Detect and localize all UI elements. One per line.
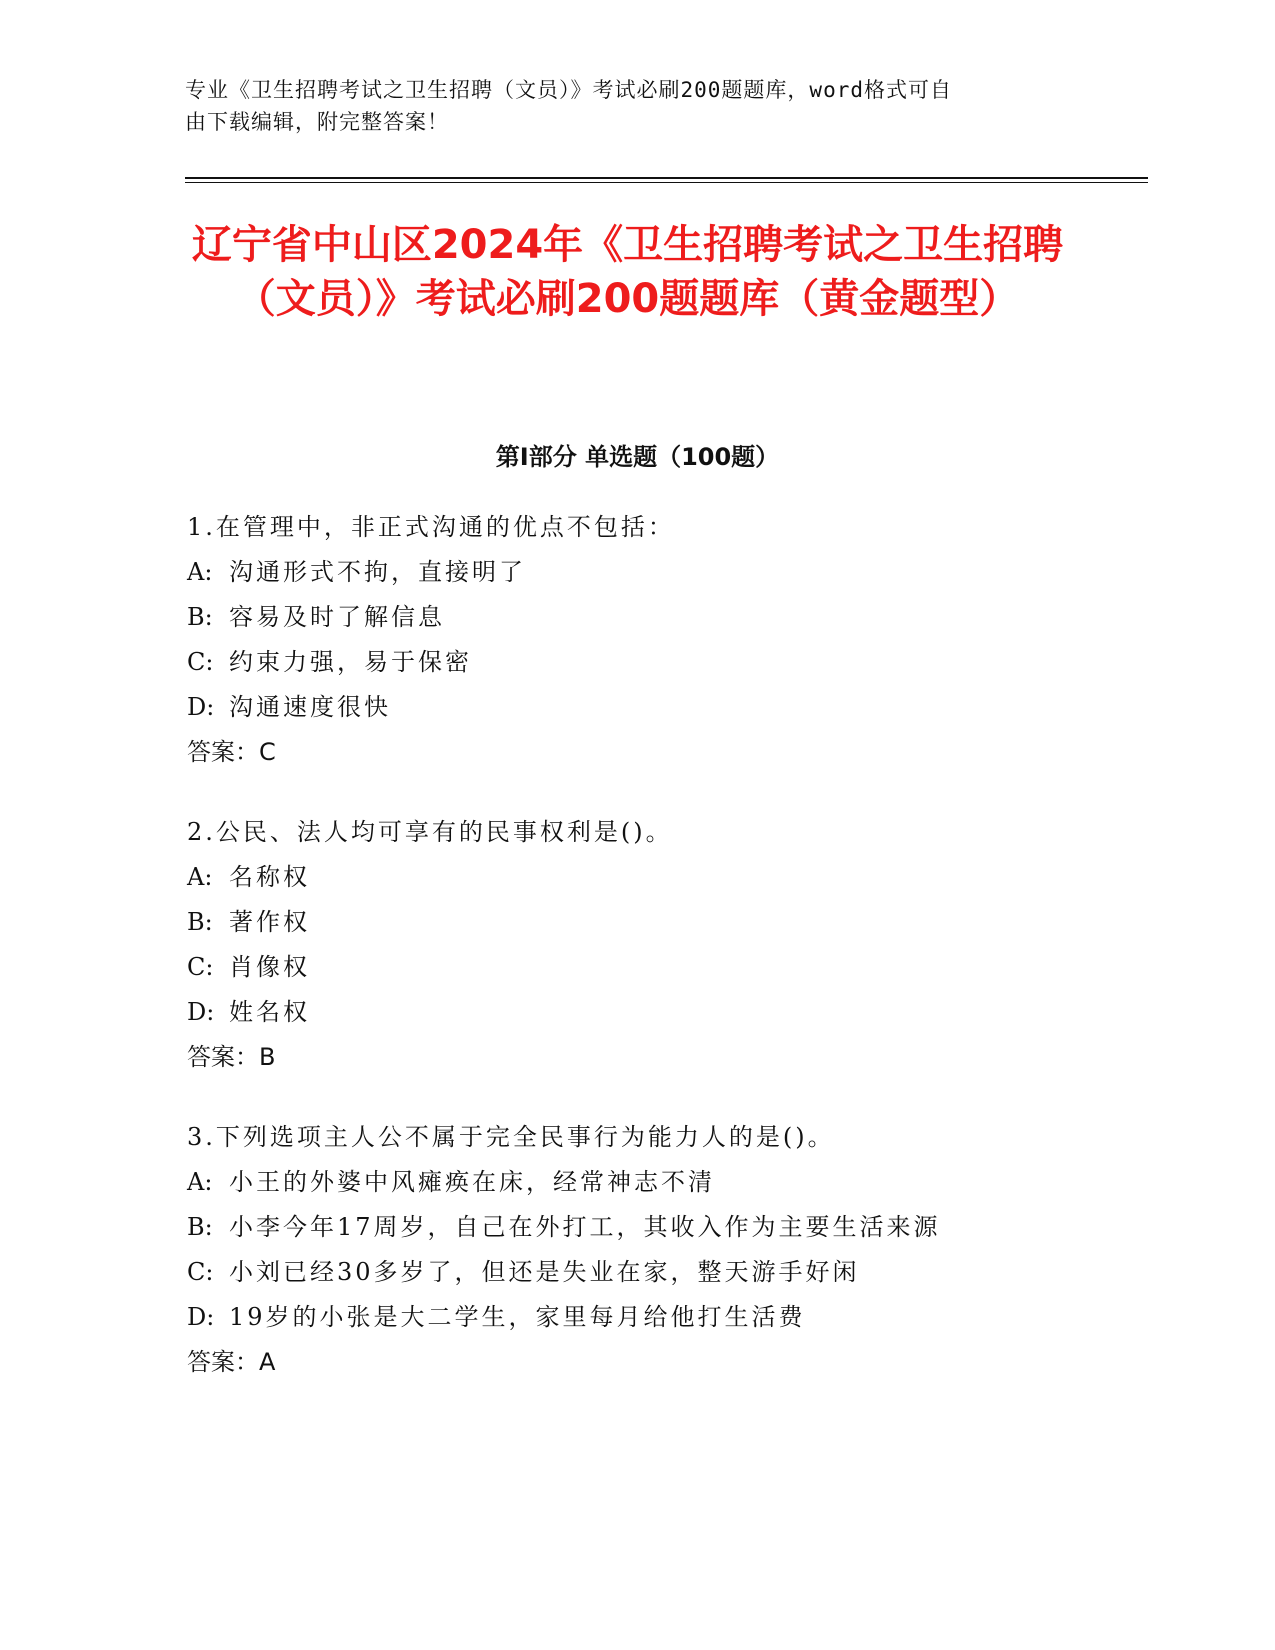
question-stem: 3.下列选项主人公不属于完全民事行为能力人的是()。	[187, 1123, 835, 1151]
header-divider-thick	[185, 177, 1148, 179]
option-letter: A:	[187, 558, 213, 586]
option-letter: B:	[187, 908, 213, 936]
option-b	[187, 1205, 1087, 1250]
option-text: 姓名权	[229, 998, 310, 1026]
option-text: 约束力强，易于保密	[229, 648, 472, 676]
option-c	[187, 945, 1087, 990]
option-letter: B:	[187, 1213, 213, 1241]
option-text: 小刘已经30多岁了，但还是失业在家，整天游手好闲	[229, 1258, 860, 1286]
answer-line: 答案：A	[187, 1348, 276, 1376]
option-text: 小李今年17周岁，自己在外打工，其收入作为主要生活来源	[229, 1213, 941, 1241]
option-text: 沟通速度很快	[229, 693, 391, 721]
option-a	[187, 855, 1087, 900]
option-d	[187, 1295, 1087, 1340]
option-text: 沟通形式不拘，直接明了	[229, 558, 526, 586]
option-letter: D:	[187, 998, 215, 1026]
option-d	[187, 685, 1087, 730]
option-a	[187, 550, 1087, 595]
header-divider-thin	[185, 182, 1148, 183]
answer-line: 答案：C	[187, 738, 276, 766]
option-letter: D:	[187, 693, 215, 721]
option-letter: A:	[187, 1168, 213, 1196]
option-letter: C:	[187, 648, 214, 676]
option-c	[187, 1250, 1087, 1295]
option-letter: B:	[187, 603, 213, 631]
option-text: 肖像权	[229, 953, 310, 981]
option-b	[187, 595, 1087, 640]
question-stem: 1.在管理中，非正式沟通的优点不包括：	[187, 513, 675, 541]
document-title: 辽宁省中山区2024年《卫生招聘考试之卫生招聘（文员）》考试必刷200题题库（黄金题型）	[191, 222, 1064, 322]
answer-line: 答案：B	[187, 1043, 276, 1071]
option-c	[187, 640, 1087, 685]
option-text: 名称权	[229, 863, 310, 891]
option-text: 小王的外婆中风瘫痪在床，经常神志不清	[229, 1168, 715, 1196]
option-d	[187, 990, 1087, 1035]
question-3	[187, 1115, 1087, 1385]
option-text: 容易及时了解信息	[229, 603, 445, 631]
option-letter: A:	[187, 863, 213, 891]
option-letter: C:	[187, 1258, 214, 1286]
option-b	[187, 900, 1087, 945]
header-note-line: 由下载编辑，附完整答案！	[185, 110, 449, 134]
question-2	[187, 810, 1087, 1080]
option-letter: D:	[187, 1303, 215, 1331]
question-stem: 2.公民、法人均可享有的民事权利是()。	[187, 818, 673, 846]
header-note-line: 专业《卫生招聘考试之卫生招聘（文员）》考试必刷200题题库，word格式可自	[185, 78, 952, 102]
question-1	[187, 505, 1087, 775]
option-text: 著作权	[229, 908, 310, 936]
option-text: 19岁的小张是大二学生，家里每月给他打生活费	[229, 1303, 806, 1331]
option-letter: C:	[187, 953, 214, 981]
header-note	[185, 74, 1065, 138]
option-a	[187, 1160, 1087, 1205]
section-heading: 第I部分 单选题（100题）	[495, 443, 780, 471]
